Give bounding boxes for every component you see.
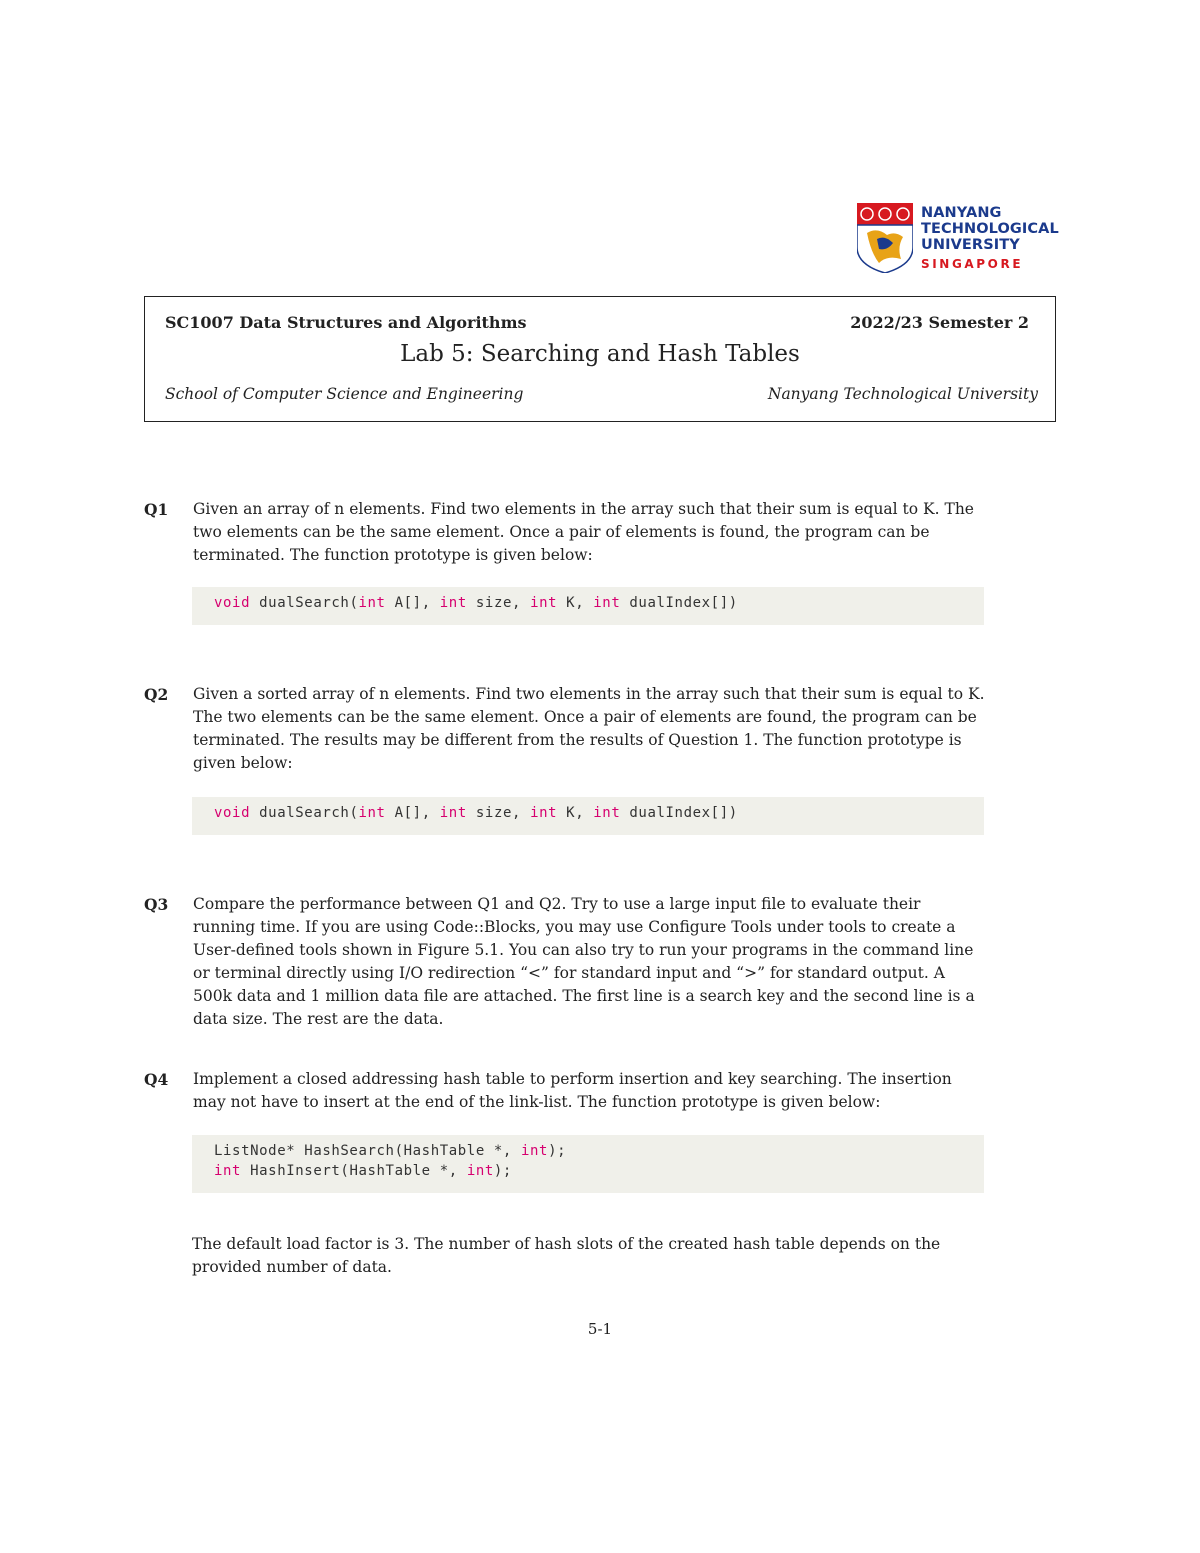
- code-keyword: void: [214, 595, 251, 611]
- code-keyword: int: [520, 1143, 549, 1159]
- code-text: A[],: [385, 805, 440, 821]
- question-2: [144, 683, 986, 777]
- code-keyword: int: [593, 805, 621, 821]
- question-4: [144, 1068, 986, 1116]
- code-line-1: [214, 1141, 962, 1161]
- page-number: 5-1: [587, 1320, 613, 1338]
- question-text: [144, 893, 986, 1031]
- code-keyword: int: [358, 805, 386, 821]
- question-3-text: Compare the performance between Q1 and Q2. Try to use a large input file to evaluate their running time. If you are using Code::Blocks, you may use Configure Tools under tools to create a User-defined tools shown in Figure 5.1. You can also try to run your programs in the command line or terminal directly using I/O redirection “<” for standard input and “>” for standard output. A 500k data and 1 million data file are attached. The first line is a search key and the second line is a data size. The rest are the data.: [193, 895, 975, 1028]
- code-keyword: void: [214, 805, 251, 821]
- code-text: K,: [557, 805, 594, 821]
- code-text: HashInsert(HashTable *,: [241, 1163, 467, 1179]
- lab-header-box: [144, 296, 1056, 422]
- logo-line-1: NANYANG: [921, 205, 1002, 221]
- question-label: Q3: [144, 893, 181, 916]
- lab-title: Lab 5: Searching and Hash Tables: [400, 341, 800, 367]
- question-1-text: Given an array of n elements. Find two elements in the array such that their sum is equal to K. The two elements can be the same element. Once a pair of elements is found, the program can be terminated. The function prototype is given below:: [193, 500, 974, 564]
- question-label: Q4: [144, 1068, 181, 1091]
- logo-line-3: UNIVERSITY: [921, 237, 1020, 253]
- code-keyword: int: [358, 595, 386, 611]
- code-block-q4: [192, 1135, 984, 1193]
- load-factor-paragraph: The default load factor is 3. The number of hash slots of the created hash table depends on the provided number of data.: [192, 1235, 941, 1276]
- code-text: size,: [466, 595, 531, 611]
- code-keyword: int: [530, 595, 558, 611]
- question-text: [144, 1068, 986, 1114]
- code-keyword: int: [593, 595, 621, 611]
- code-keyword: int: [214, 1163, 242, 1179]
- code-text: );: [548, 1143, 567, 1159]
- code-keyword: int: [439, 805, 467, 821]
- question-text: [144, 683, 986, 775]
- code-text: size,: [466, 805, 531, 821]
- code-text: dualIndex[]): [620, 595, 738, 611]
- code-keyword: int: [439, 595, 467, 611]
- question-text: [144, 498, 986, 567]
- code-text: dualIndex[]): [620, 805, 738, 821]
- question-4-text: Implement a closed addressing hash table to perform insertion and key searching. The insertion may not have to insert at the end of the link-list. The function prototype is given below:: [193, 1070, 952, 1111]
- code-text: dualSearch(: [250, 595, 359, 611]
- logo-line-2: TECHNOLOGICAL: [921, 221, 1059, 237]
- course-title: SC1007 Data Structures and Algorithms: [165, 313, 527, 332]
- school-name: School of Computer Science and Engineering: [165, 385, 524, 403]
- question-1: [144, 498, 986, 568]
- question-label: Q1: [144, 498, 181, 521]
- code-text: ListNode* HashSearch(HashTable *,: [214, 1143, 521, 1159]
- code-text: A[],: [385, 595, 440, 611]
- question-2-text: Given a sorted array of n elements. Find two elements in the array such that their sum is equal to K. The two elements can be the same element. Once a pair of elements are found, the program can be terminated. The results may be different from the results of Question 1. The function prototype is given below:: [193, 685, 985, 772]
- semester: 2022/23 Semester 2: [850, 313, 1029, 332]
- code-keyword: int: [530, 805, 558, 821]
- code-line-2: [214, 1161, 962, 1181]
- code-text: dualSearch(: [250, 805, 359, 821]
- code-text: K,: [557, 595, 594, 611]
- code-block-q2: [192, 797, 984, 835]
- code-block-q1: [192, 587, 984, 625]
- question-label: Q2: [144, 683, 181, 706]
- university-name: [921, 205, 1059, 253]
- code-text: );: [493, 1163, 512, 1179]
- question-3: [144, 893, 986, 1033]
- ntu-logo: [857, 203, 1057, 275]
- ntu-crest-icon: [857, 203, 913, 273]
- code-keyword: int: [466, 1163, 494, 1179]
- university-name-text: Nanyang Technological University: [767, 385, 1038, 403]
- logo-singapore: SINGAPORE: [921, 257, 1024, 271]
